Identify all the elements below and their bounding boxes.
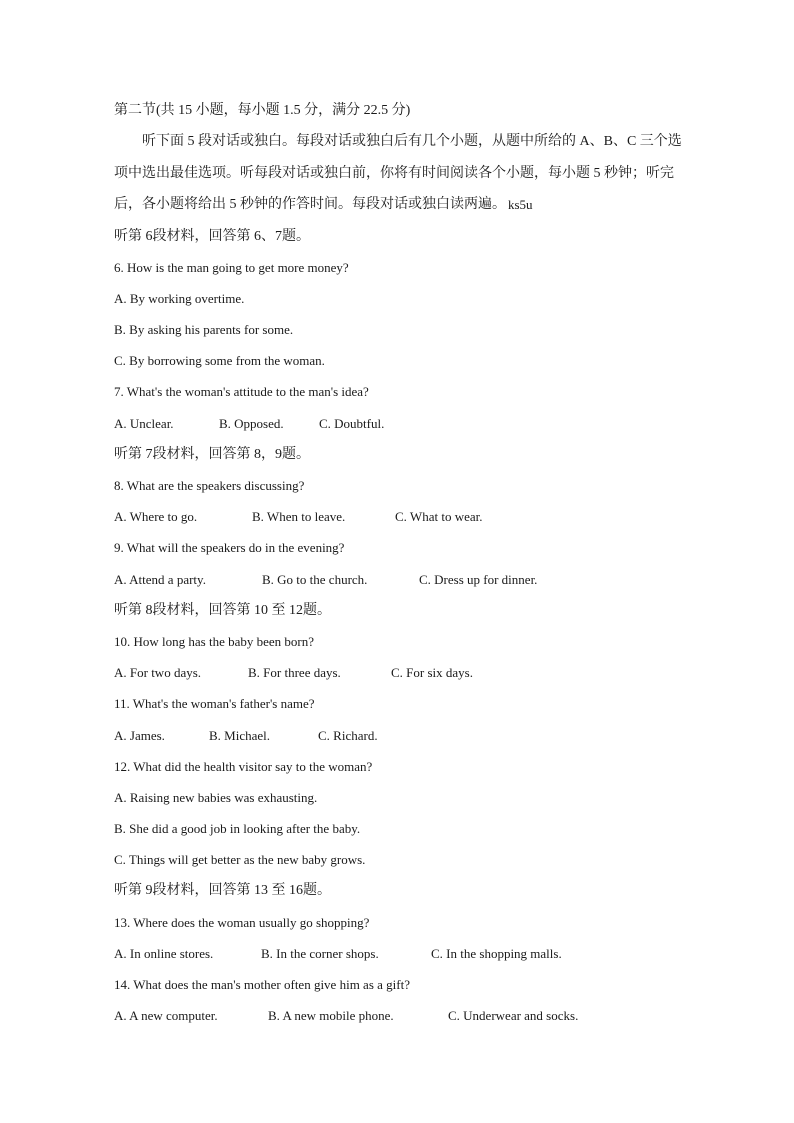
instructions-line-2: 项中选出最佳选项。听每段对话或独白前，你将有时间阅读各个小题，每小题 5 秒钟；听完	[114, 166, 674, 181]
option-text: C. Dress up for dinner.	[419, 572, 538, 587]
option-text: A. Unclear.	[114, 416, 174, 431]
watermark: ks5u	[508, 197, 533, 212]
option-text: B. A new mobile phone.	[268, 1008, 394, 1023]
question-text: 10. How long has the baby been born?	[114, 634, 315, 649]
option-text: B. When to leave.	[252, 509, 346, 524]
option-text: A. For two days.	[114, 665, 202, 680]
section-intro: 听第 6段材料，回答第 6、7题。	[114, 229, 310, 244]
option-text: A. Where to go.	[114, 509, 198, 524]
option-text: C. Things will get better as the new baby grows.	[114, 852, 366, 867]
section-intro: 听第 9段材料，回答第 13 至 16题。	[114, 883, 331, 898]
option-text: C. For six days.	[391, 665, 473, 680]
section-header: 第二节(共 15 小题，每小题 1.5 分，满分 22.5 分)	[114, 103, 411, 118]
option-text: A. James.	[114, 728, 165, 743]
option-text: B. Opposed.	[219, 416, 284, 431]
option-text: C. Richard.	[318, 728, 378, 743]
option-text: A. In online stores.	[114, 946, 214, 961]
section-intro: 听第 8段材料，回答第 10 至 12题。	[114, 603, 331, 618]
option-text: B. She did a good job in looking after the baby.	[114, 821, 361, 836]
question-text: 11. What's the woman's father's name?	[114, 696, 315, 711]
question-text: 13. Where does the woman usually go shopping?	[114, 915, 370, 930]
option-text: B. In the corner shops.	[261, 946, 379, 961]
option-text: B. Go to the church.	[262, 572, 368, 587]
option-text: B. By asking his parents for some.	[114, 322, 294, 337]
option-text: B. Michael.	[209, 728, 271, 743]
option-text: C. By borrowing some from the woman.	[114, 353, 325, 368]
section-intro: 听第 7段材料，回答第 8，9题。	[114, 447, 310, 462]
option-text: C. What to wear.	[395, 509, 483, 524]
option-text: A. A new computer.	[114, 1008, 218, 1023]
question-text: 14. What does the man's mother often give him as a gift?	[114, 977, 410, 992]
question-text: 9. What will the speakers do in the evening?	[114, 540, 345, 555]
option-text: A. Attend a party.	[114, 572, 206, 587]
instructions-line-3: 后，各小题将给出 5 秒钟的作答时间。每段对话或独白读两遍。	[114, 197, 506, 212]
option-text: B. For three days.	[248, 665, 341, 680]
option-text: A. By working overtime.	[114, 291, 245, 306]
option-text: C. In the shopping malls.	[431, 946, 562, 961]
option-text: C. Doubtful.	[319, 416, 385, 431]
question-text: 6. How is the man going to get more money?	[114, 260, 349, 275]
question-text: 7. What's the woman's attitude to the man's idea?	[114, 384, 369, 399]
question-text: 8. What are the speakers discussing?	[114, 478, 305, 493]
instructions-line-1: 听下面 5 段对话或独白。每段对话或独白后有几个小题，从题中所给的 A、B、C 三个选	[142, 134, 682, 149]
question-text: 12. What did the health visitor say to the woman?	[114, 759, 373, 774]
option-text: C. Underwear and socks.	[448, 1008, 579, 1023]
option-text: A. Raising new babies was exhausting.	[114, 790, 318, 805]
